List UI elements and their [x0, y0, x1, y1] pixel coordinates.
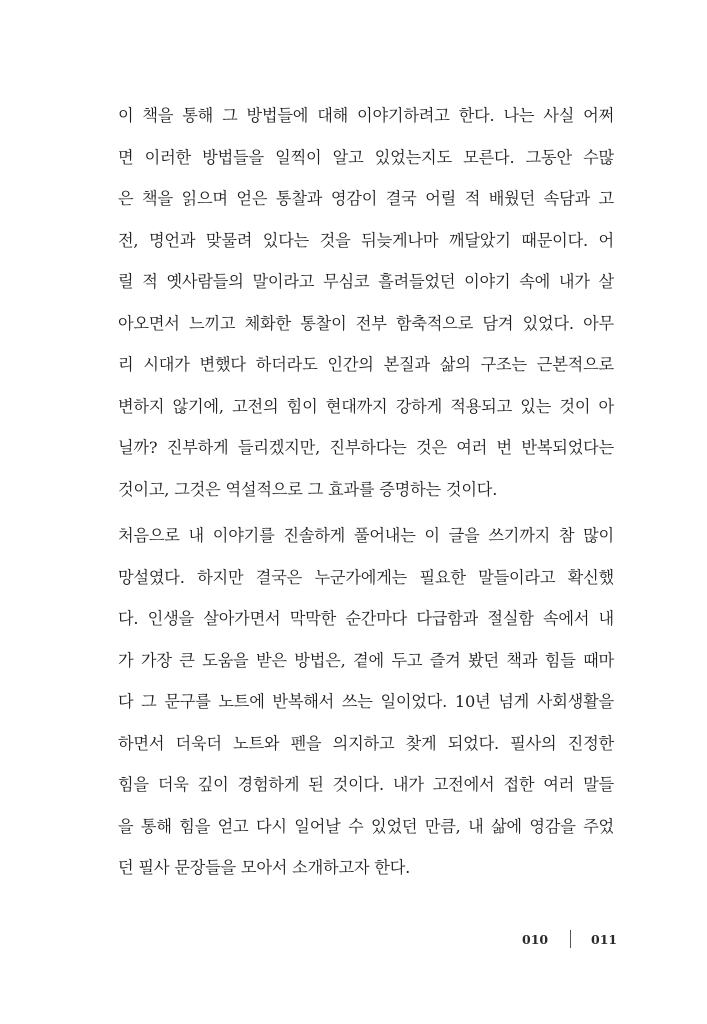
text-line: 이 책을 통해 그 방법들에 대해 이야기하려고 한다. 나는 사실 어쩌 — [118, 106, 614, 125]
text-line: 던 필사 문장들을 모아서 소개하고자 한다. — [118, 858, 411, 877]
text-line: 리 시대가 변했다 하더라도 인간의 본질과 삶의 구조는 근본적으로 — [118, 355, 614, 374]
page-footer — [470, 928, 620, 952]
text-line: 닐까? 진부하게 들리겠지만, 진부하다는 것은 여러 번 반복되었다는 — [118, 438, 614, 457]
paragraph-1 — [118, 95, 614, 510]
text-line: 을 통해 힘을 얻고 다시 일어날 수 있었던 만큼, 내 삶에 영감을 주었 — [118, 816, 614, 836]
text-line: 처음으로 내 이야기를 진솔하게 풀어내는 이 글을 쓰기까지 참 많이 — [118, 526, 614, 545]
text-line: 망설였다. 하지만 결국은 누군가에게는 필요한 말들이라고 확신했 — [118, 567, 614, 587]
text-line: 다. 인생을 살아가면서 막막한 순간마다 다급함과 절실함 속에서 내 — [118, 609, 614, 628]
text-line: 것이고, 그것은 역설적으로 그 효과를 증명하는 것이다. — [118, 479, 498, 499]
text-line: 변하지 않기에, 고전의 힘이 현대까지 강하게 적용되고 있는 것이 아 — [118, 396, 614, 416]
text-line: 릴 적 옛사람들의 말이라고 무심코 흘려들었던 이야기 속에 내가 살 — [118, 272, 614, 291]
folio-divider — [570, 930, 571, 948]
text-line: 아오면서 느끼고 체화한 통찰이 전부 함축적으로 담겨 있었다. 아무 — [118, 313, 614, 333]
text-line: 면 이러한 방법들을 일찍이 알고 있었는지도 모른다. 그동안 수많 — [118, 147, 614, 167]
right-page-number: 011 — [591, 932, 618, 947]
text-line: 힘을 더욱 깊이 경험하게 된 것이다. 내가 고전에서 접한 여러 말들 — [118, 775, 614, 794]
text-line: 다 그 문구를 노트에 반복해서 쓰는 일이었다. 10년 넘게 사회생활을 — [118, 692, 614, 711]
text-line: 하면서 더욱더 노트와 펜을 의지하고 찾게 되었다. 필사의 진정한 — [118, 733, 614, 753]
text-line: 가 가장 큰 도움을 받은 방법은, 곁에 두고 즐겨 봤던 책과 힘들 때마 — [118, 650, 614, 670]
text-line: 은 책을 읽으며 얻은 통찰과 영감이 결국 어릴 적 배웠던 속담과 고 — [118, 189, 614, 208]
text-line: 전, 명언과 맞물려 있다는 것을 뒤늦게나마 깨달았기 때문이다. 어 — [118, 230, 614, 250]
paragraph-2 — [118, 515, 614, 889]
left-page-number: 010 — [522, 932, 549, 947]
